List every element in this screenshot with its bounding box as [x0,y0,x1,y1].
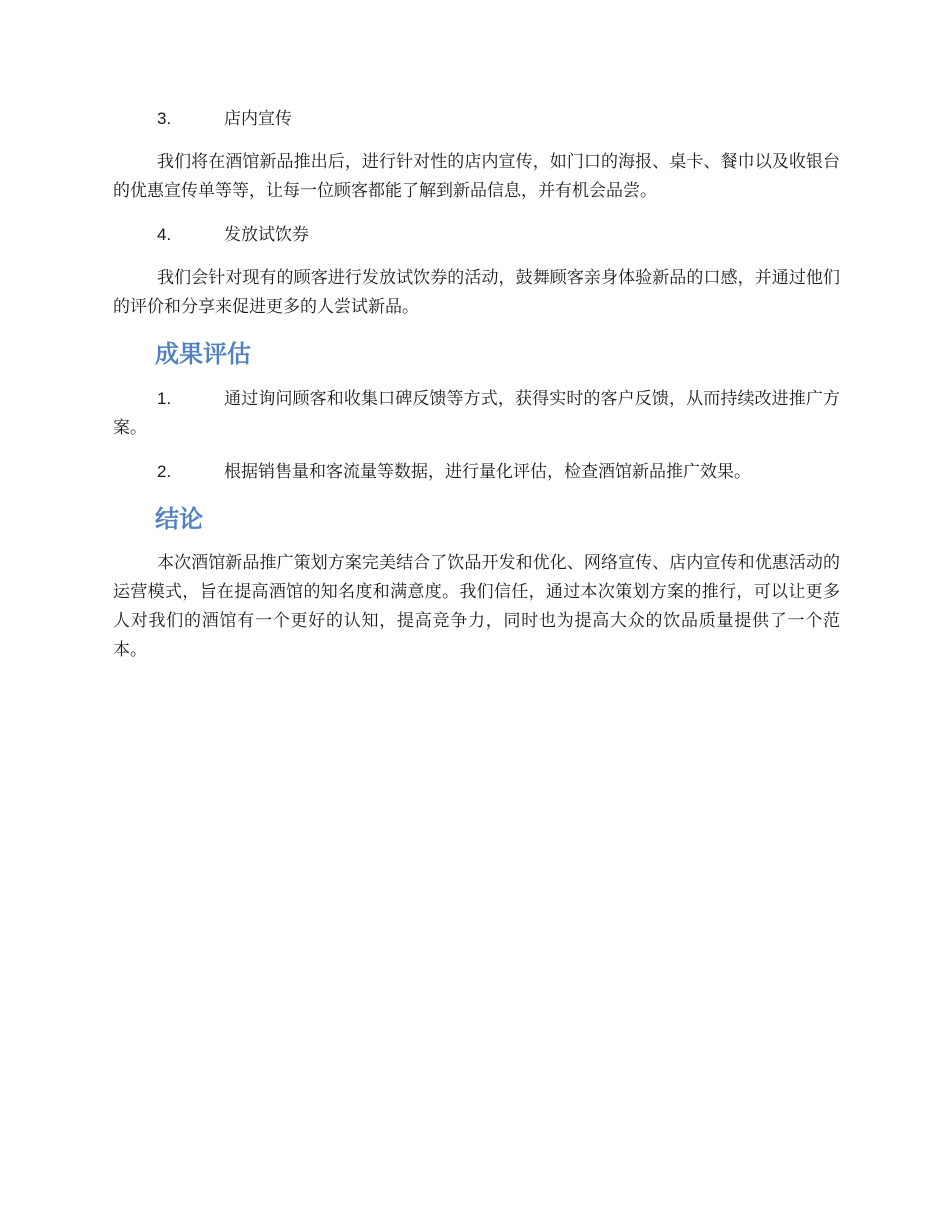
paragraph-conclusion: 本次酒馆新品推广策划方案完美结合了饮品开发和优化、网络宣传、店内宣传和优惠活动的运营模式，旨在提高酒馆的知名度和满意度。我们信任，通过本次策划方案的推行，可以让更多人对我们的酒馆有一个更好的认知，提高竞争力，同时也为提高大众的饮品质量提供了一个范本。 [113,553,840,660]
list-number: 1. [157,389,172,408]
list-label: 发放试饮券 [224,225,309,245]
document-page [113,104,840,679]
list-number: 2. [157,462,172,481]
paragraph-store-promotion: 我们将在酒馆新品推出后，进行针对性的店内宣传，如门口的海报、桌卡、餐巾以及收银台的优惠宣传单等等，让每一位顾客都能了解到新品信息，并有机会品尝。 [113,152,840,201]
paragraph-tasting-coupon: 我们会针对现有的顾客进行发放试饮券的活动，鼓舞顾客亲身体验新品的口感，并通过他们的评价和分享来促进更多的人尝试新品。 [113,268,840,317]
list-item-quantitative [113,457,840,487]
list-number: 3. [157,109,172,128]
list-label: 店内宣传 [224,109,292,129]
list-item-tasting-coupon [113,220,840,250]
list-text: 根据销售量和客流量等数据，进行量化评估，检查酒馆新品推广效果。 [224,462,751,482]
list-item-store-promotion [113,104,840,134]
list-number: 4. [157,225,172,244]
section-title-conclusion: 结论 [155,505,203,533]
list-item-feedback [113,384,840,443]
list-text: 通过询问顾客和收集口碑反馈等方式，获得实时的客户反馈，从而持续改进推广方案。 [113,389,840,438]
section-title-evaluation: 成果评估 [155,340,251,368]
